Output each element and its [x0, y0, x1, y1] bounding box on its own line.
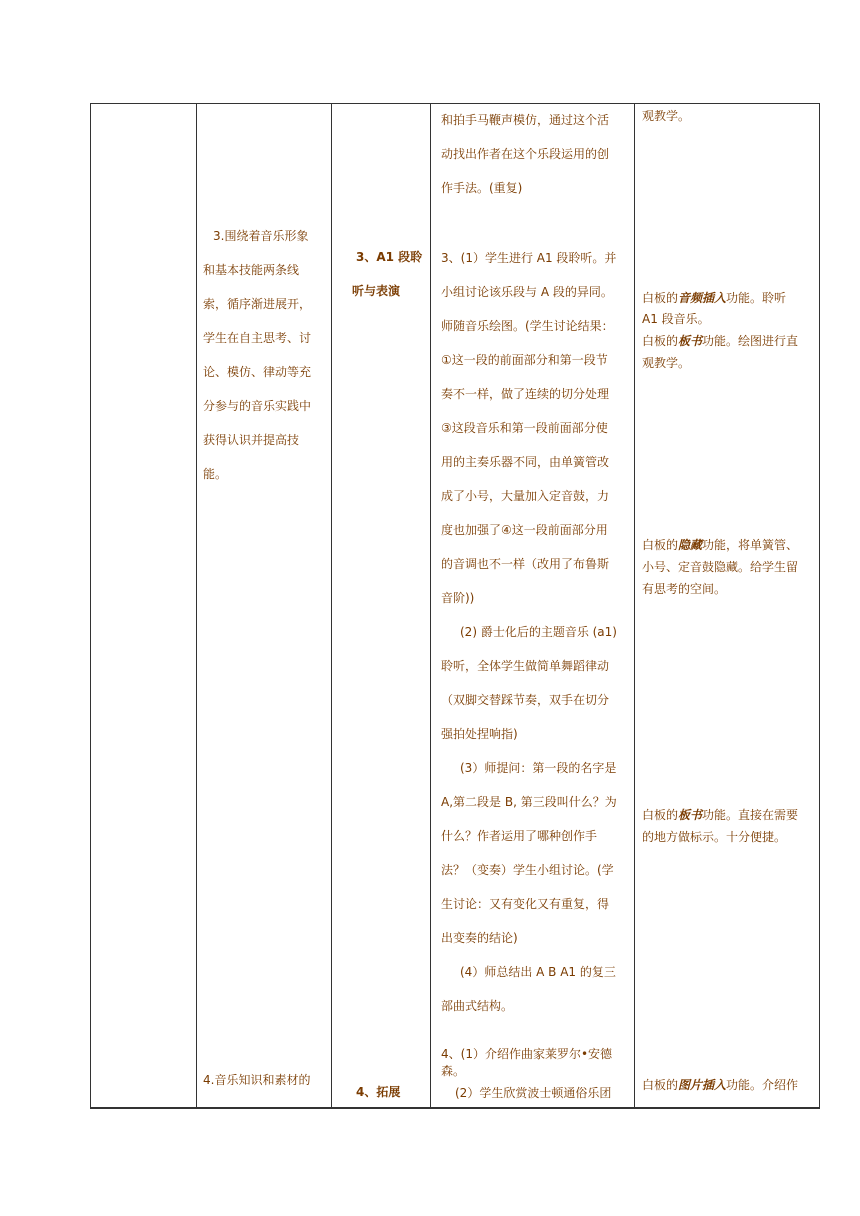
- objective-line-step4: 4.音乐知识和素材的: [203, 1073, 311, 1087]
- objective-line: 3.围绕着音乐形象: [213, 229, 309, 243]
- tech-note-text: 白板的: [642, 334, 679, 348]
- tech-note-line: 小号、定音鼓隐藏。给学生留: [642, 560, 799, 574]
- tech-feature-name: 音频插入: [678, 291, 727, 305]
- activity-line: 小组讨论该乐段与 A 段的异同。: [441, 285, 613, 299]
- tech-note-text: 白板的: [642, 808, 679, 822]
- column-divider-4: [634, 103, 635, 1109]
- activity-line: ③这段音乐和第一段前面部分使: [441, 421, 608, 435]
- objective-line: 能。: [203, 467, 228, 481]
- activity-line: 什么？作者运用了哪种创作手: [441, 829, 598, 843]
- activity-line: 和拍手马鞭声模仿，通过这个活: [441, 113, 610, 127]
- activity-line: 动找出作者在这个乐段运用的创: [441, 147, 610, 161]
- column-divider-1: [196, 103, 197, 1109]
- objective-line: 分参与的音乐实践中: [203, 399, 312, 413]
- tech-feature-name: 板书: [678, 808, 703, 822]
- tech-note-board: [642, 333, 798, 350]
- activity-line: 奏不一样，做了连续的切分处理: [441, 387, 610, 401]
- activity-line: 强拍处捏响指): [441, 727, 518, 741]
- activity-line: A,第二段是 B, 第三段叫什么？为: [441, 795, 617, 809]
- table-right-border: [819, 103, 820, 1109]
- activity-line: 的音调也不一样（改用了布鲁斯: [441, 557, 610, 571]
- activity-line: 森。: [441, 1064, 466, 1078]
- tech-note-line: A1 段音乐。: [642, 312, 710, 326]
- tech-note-text: 功能。绘图进行直: [702, 334, 799, 348]
- tech-note-text: 功能。聆听: [726, 291, 787, 305]
- step3-heading-line2: 听与表演: [352, 284, 401, 298]
- tech-note-text: 白板的: [642, 538, 679, 552]
- tech-note-text: 功能，将单簧管、: [702, 538, 799, 552]
- activity-line: 4、(1）介绍作曲家莱罗尔•安德: [441, 1047, 613, 1061]
- activity-line: 部曲式结构。: [441, 999, 514, 1013]
- tech-note-text: 功能。直接在需要: [702, 808, 799, 822]
- tech-feature-name: 图片插入: [678, 1078, 727, 1092]
- activity-line: (2）学生欣赏波士顿通俗乐团: [455, 1086, 612, 1100]
- step4-heading: 4、拓展: [356, 1085, 401, 1099]
- objective-line: 论、模仿、律动等充: [203, 365, 312, 379]
- activity-line: (4）师总结出 A B A1 的复三: [460, 965, 616, 979]
- objective-line: 学生在自主思考、讨: [203, 331, 312, 345]
- table-bottom-border-inner: [90, 1108, 820, 1109]
- tech-note-text: 白板的: [642, 1078, 679, 1092]
- tech-note-audio: [642, 290, 786, 307]
- activity-line: 聆听，全体学生做简单舞蹈律动: [441, 659, 610, 673]
- activity-line: (3）师提问：第一段的名字是: [460, 761, 617, 775]
- tech-note-text: 白板的: [642, 291, 679, 305]
- tech-feature-name: 隐藏: [678, 538, 703, 552]
- activity-line: 成了小号，大量加入定音鼓，力: [441, 489, 610, 503]
- activity-line: 作手法。(重复): [441, 181, 523, 195]
- tech-note-hide: [642, 537, 798, 554]
- activity-line: 度也加强了④这一段前面部分用: [441, 523, 608, 537]
- tech-note-line: 观教学。: [642, 356, 691, 370]
- tech-note-board-2: [642, 807, 798, 824]
- column-divider-3: [430, 103, 431, 1109]
- activity-line: 3、(1）学生进行 A1 段聆听。并: [441, 251, 617, 265]
- activity-line: 法？（变奏）学生小组讨论。(学: [441, 863, 614, 877]
- tech-note-text: 功能。介绍作: [726, 1078, 799, 1092]
- activity-line: (2) 爵士化后的主题音乐 (a1): [460, 625, 617, 639]
- objective-line: 索，循序渐进展开，: [203, 297, 312, 311]
- activity-line: 生讨论：又有变化又有重复，得: [441, 897, 610, 911]
- activity-line: 用的主奏乐器不同，由单簧管改: [441, 455, 610, 469]
- activity-line: 音阶)): [441, 591, 475, 605]
- column-divider-2: [331, 103, 332, 1109]
- objective-line: 获得认识并提高技: [203, 433, 300, 447]
- activity-line: 师随音乐绘图。(学生讨论结果：: [441, 319, 614, 333]
- activity-line: （双脚交替踩节奏，双手在切分: [441, 693, 610, 707]
- step3-heading-line1: 3、A1 段聆: [356, 250, 423, 264]
- objective-line: 和基本技能两条线: [203, 263, 300, 277]
- activity-line: 出变奏的结论): [441, 931, 518, 945]
- table-left-border: [90, 103, 91, 1109]
- tech-note-line: 的地方做标示。十分便捷。: [642, 830, 787, 844]
- activity-line: ①这一段的前面部分和第一段节: [441, 353, 608, 367]
- tech-note-line: 观教学。: [642, 109, 691, 123]
- tech-note-line: 有思考的空间。: [642, 582, 727, 596]
- tech-feature-name: 板书: [678, 334, 703, 348]
- tech-note-image: [642, 1077, 798, 1094]
